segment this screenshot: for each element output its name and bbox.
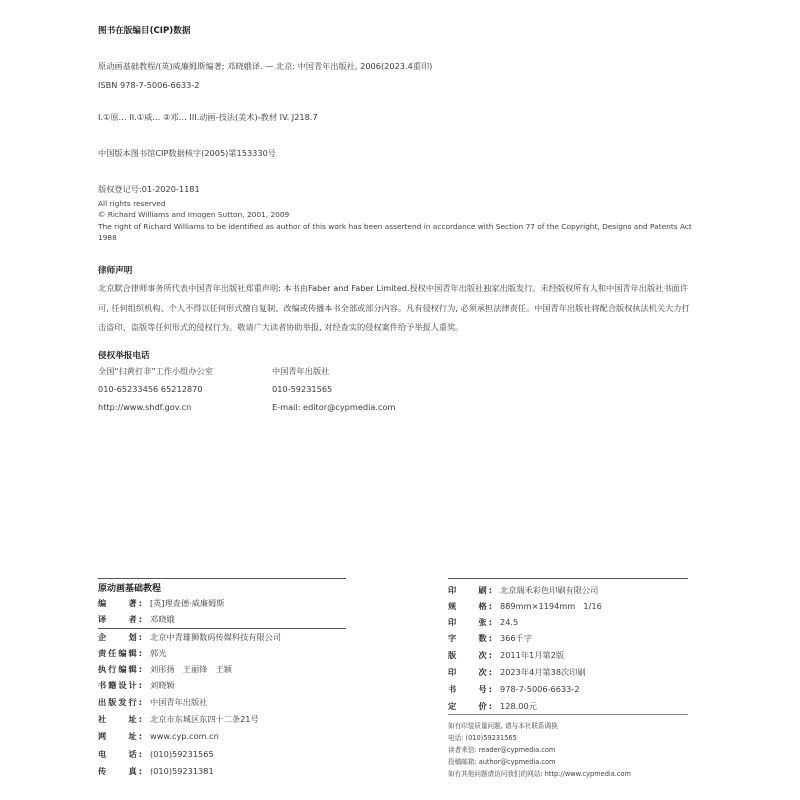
colophon-value: 郭光 xyxy=(150,648,167,658)
colophon-value: 北京中青雄狮数码传媒科技有限公司 xyxy=(150,632,282,642)
colophon-row-price xyxy=(448,701,537,712)
report-publisher-phone: 010-59231565 xyxy=(272,384,333,394)
colophon-label: 规 格: xyxy=(448,601,492,611)
colophon-value: 北京市东城区东四十二条21号 xyxy=(150,714,259,724)
colophon-row-author xyxy=(98,598,225,609)
colophon-divider-right xyxy=(448,714,688,715)
colophon-top-rule-left xyxy=(98,578,346,579)
report-heading: 侵权举报电话 xyxy=(98,351,150,361)
cip-heading: 图书在版编目(CIP)数据 xyxy=(98,26,191,36)
colophon-label: 书籍设计: xyxy=(98,680,142,690)
colophon-label: 企 划: xyxy=(98,632,142,642)
report-publisher-name: 中国青年出版社 xyxy=(272,366,330,376)
colophon-label: 执行编辑: xyxy=(98,664,142,674)
colophon-row-sheets xyxy=(448,617,518,628)
report-publisher-email: E-mail: editor@cypmedia.com xyxy=(272,402,396,412)
colophon-row-edition xyxy=(448,650,564,661)
colophon-row-book-number xyxy=(448,684,580,695)
copyright-registration-number: 版权登记号:01-2020-1181 xyxy=(98,184,200,194)
notes-quality: 如有印装质量问题, 请与本社联系调换 xyxy=(448,722,558,730)
copyright-rights-reserved: All rights reserved xyxy=(98,199,166,208)
copyright-statement: The right of Richard Williams to be identified as author of this work has been assertend in accordance with Section 77 of the Copyright, Designs and Patents Act 1988 xyxy=(98,222,692,242)
colophon-label: 网 址: xyxy=(98,731,142,741)
colophon-book-title: 原动画基础教程 xyxy=(98,584,162,594)
colophon-row-phone xyxy=(98,749,214,760)
colophon-value: 2011年1月第2版 xyxy=(500,650,565,660)
colophon-divider-left-1 xyxy=(98,628,346,629)
colophon-row-website xyxy=(98,731,219,742)
colophon-value: 889mm×1194mm 1/16 xyxy=(500,601,602,611)
colophon-row-translator xyxy=(98,614,175,625)
colophon-label: 编 著: xyxy=(98,598,142,608)
report-office-name: 全国“扫黄打非”工作小组办公室 xyxy=(98,366,213,376)
colophon-value: 中国青年出版社 xyxy=(150,697,208,707)
colophon-value: 邓晓娥 xyxy=(150,614,175,624)
colophon-label: 字 数: xyxy=(448,633,492,643)
copyright-holder: © Richard Williams and Imogen Sutton, 2001, 2009 xyxy=(98,210,290,219)
colophon-row-executive-editors xyxy=(98,664,232,675)
colophon-label: 电 话: xyxy=(98,749,142,759)
colophon-label: 印 张: xyxy=(448,617,492,627)
lawyer-statement-text: 北京默合律师事务所代表中国青年出版社郑重声明: 本书由Faber and Faber Limited.授权中国青年出版社独家出版发行。未经版权所有人和中国青年出版社书面许可, 任何组织机构、个人不得以任何形式擅自复制、改编或传播本书全部或部分内容。凡有侵权行为, 必须承担法律责任。中国青年出版社将配合版权执法机关大力打击盗印、盗版等任何形式的侵权行为。敬请广大读者协助举报, 对经查实的侵权案件给予举报人重奖。 xyxy=(98,283,690,332)
colophon-value: 366千字 xyxy=(500,633,533,643)
cip-core-data-number: 中国版本图书馆CIP数据核字(2005)第153330号 xyxy=(98,148,276,158)
lawyer-statement-heading: 律师声明 xyxy=(98,266,133,276)
colophon-value: (010)59231381 xyxy=(150,766,214,776)
colophon-value: [英]理查德·威廉姆斯 xyxy=(150,598,225,608)
colophon-value: 128.00元 xyxy=(500,701,537,711)
colophon-label: 印 刷: xyxy=(448,585,492,595)
colophon-row-design xyxy=(98,680,175,691)
colophon-label: 译 者: xyxy=(98,614,142,624)
colophon-label: 社 址: xyxy=(98,714,142,724)
colophon-value: (010)59231565 xyxy=(150,749,214,759)
colophon-row-fax xyxy=(98,766,214,777)
colophon-row-editor xyxy=(98,648,166,659)
cip-isbn: ISBN 978-7-5006-6633-2 xyxy=(98,80,200,90)
notes-submission-email: 投稿邮箱: author@cypmedia.com xyxy=(448,758,556,766)
colophon-value: 2023年4月第38次印刷 xyxy=(500,667,586,677)
colophon-row-word-count xyxy=(448,633,532,644)
notes-phone: 电话: (010)59231565 xyxy=(448,734,517,742)
colophon-value: 刘晓颖 xyxy=(150,680,175,690)
colophon-value: 24.5 xyxy=(500,617,519,627)
colophon-label: 版 次: xyxy=(448,650,492,660)
colophon-label: 书 号: xyxy=(448,684,492,694)
colophon-label: 传 真: xyxy=(98,766,142,776)
colophon-value: 北京瑞禾彩色印刷有限公司 xyxy=(500,585,599,595)
colophon-value: www.cyp.com.cn xyxy=(150,731,219,741)
report-office-website: http://www.shdf.gov.cn xyxy=(98,402,192,412)
colophon-row-printer xyxy=(448,585,598,596)
colophon-top-rule-right xyxy=(448,578,688,579)
colophon-row-address xyxy=(98,714,259,725)
colophon-value: 刘彤扬 王丽锋 王颖 xyxy=(150,664,232,674)
colophon-row-format xyxy=(448,601,602,612)
cip-classification: I.①原… II.①威… ②邓… III.动画-技法(美术)-教材 IV. J218.7 xyxy=(98,112,318,122)
colophon-row-impression xyxy=(448,667,586,678)
cip-bibliographic-line: 原动画基础教程/(英)威廉姆斯编著; 邓晓娥译. — 北京: 中国青年出版社, 2006(2023.4重印) xyxy=(98,61,433,71)
colophon-value: 978-7-5006-6633-2 xyxy=(500,684,580,694)
report-office-phone: 010-65233456 65212870 xyxy=(98,384,203,394)
colophon-label: 定 价: xyxy=(448,701,492,711)
colophon-label: 印 次: xyxy=(448,667,492,677)
notes-website: 如有其他问题请访问我们的网站: http://www.cypmedia.com xyxy=(448,770,631,778)
colophon-label: 出版发行: xyxy=(98,697,142,707)
notes-reader-email: 读者来信: reader@cypmedia.com xyxy=(448,746,556,754)
colophon-row-planning xyxy=(98,632,281,643)
colophon-row-publisher xyxy=(98,697,207,708)
colophon-label: 责任编辑: xyxy=(98,648,142,658)
